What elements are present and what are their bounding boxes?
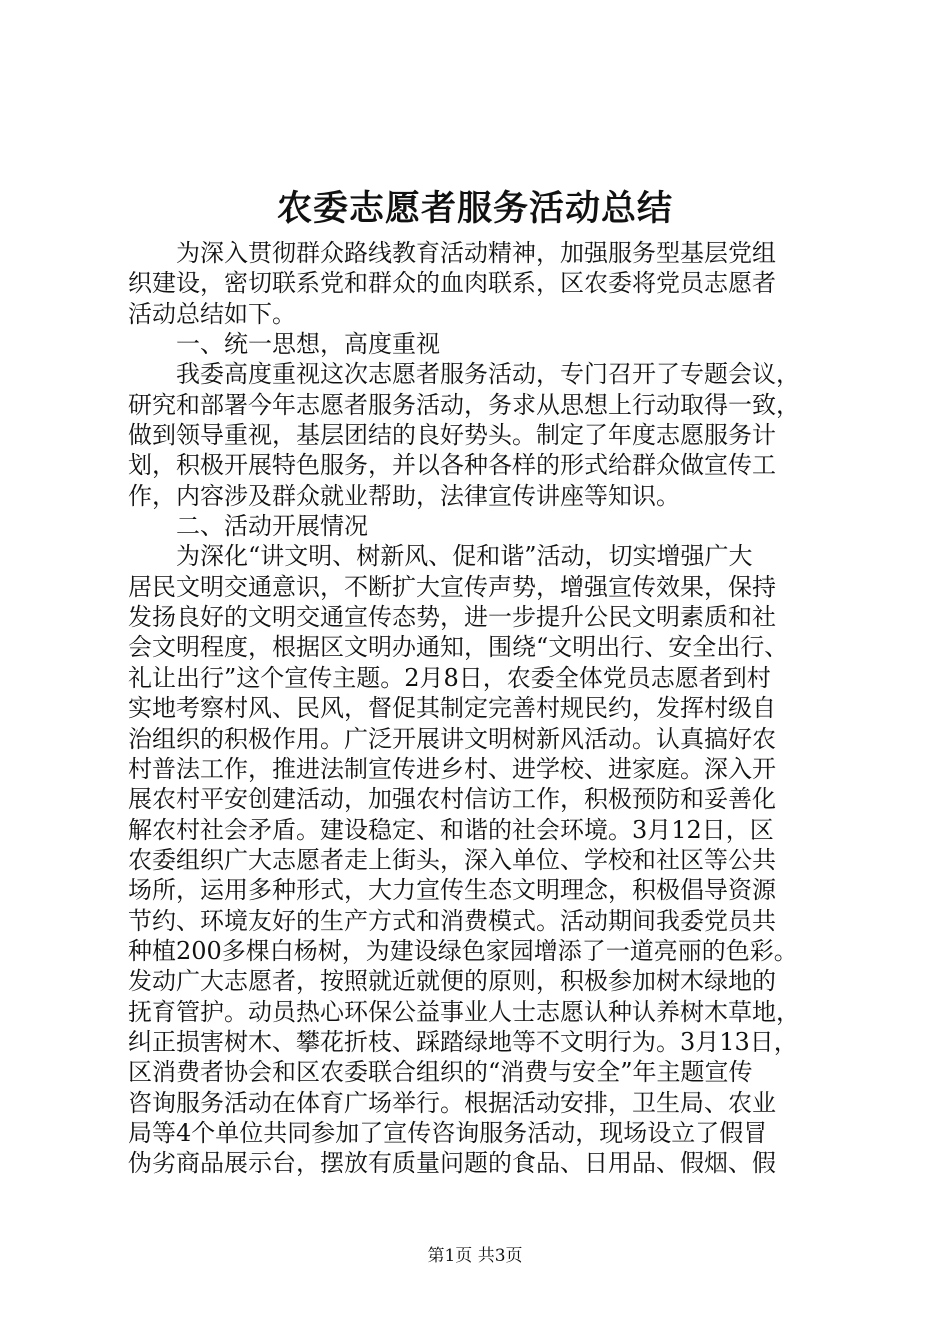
text-line: 区消费者协会和区农委联合组织的“消费与安全”年主题宣传 xyxy=(128,1058,753,1087)
text-line: 划，积极开展特色服务，并以各种各样的形式给群众做宣传工 xyxy=(128,451,776,480)
text-line: 场所，运用多种形式，大力宣传生态文明理念，积极倡导资源 xyxy=(128,876,776,905)
text-line: 为深化“讲文明、树新风、促和谐”活动，切实增强广大 xyxy=(128,542,753,571)
document-body xyxy=(128,238,832,1179)
text-line: 节约、环境友好的生产方式和消费模式。活动期间我委党员共 xyxy=(128,906,776,935)
text-line: 伪劣商品展示台，摆放有质量问题的食品、日用品、假烟、假 xyxy=(128,1149,776,1178)
text-line: 展农村平安创建活动，加强农村信访工作，积极预防和妥善化 xyxy=(128,785,776,814)
text-line: 活动总结如下。 xyxy=(128,299,296,328)
text-line: 局等4个单位共同参加了宣传咨询服务活动，现场设立了假冒 xyxy=(128,1118,768,1147)
text-line: 研究和部署今年志愿者服务活动，务求从思想上行动取得一致， xyxy=(128,390,800,419)
text-line: 实地考察村风、民风，督促其制定完善村规民约，发挥村级自 xyxy=(128,694,776,723)
page-footer: 第1页 共3页 xyxy=(427,1246,523,1266)
text-line: 作，内容涉及群众就业帮助，法律宣传讲座等知识。 xyxy=(128,481,680,510)
text-line: 会文明程度，根据区文明办通知，围绕“文明出行、安全出行、 xyxy=(128,633,789,662)
text-line: 咨询服务活动在体育广场举行。根据活动安排，卫生局、农业 xyxy=(128,1088,776,1117)
text-line: 发扬良好的文明交通宣传态势，进一步提升公民文明素质和社 xyxy=(128,603,776,632)
text-line: 解农村社会矛盾。建设稳定、和谐的社会环境。3月12日，区 xyxy=(128,815,774,844)
text-line: 种植200多棵白杨树，为建设绿色家园增添了一道亮丽的色彩。 xyxy=(128,936,798,965)
text-line: 为深入贯彻群众路线教育活动精神，加强服务型基层党组 xyxy=(128,239,776,267)
text-line: 做到领导重视，基层团结的良好势头。制定了年度志愿服务计 xyxy=(128,421,776,450)
text-line: 治组织的积极作用。广泛开展讲文明树新风活动。认真搞好农 xyxy=(128,724,776,753)
text-line: 礼让出行”这个宣传主题。2月8日，农委全体党员志愿者到村 xyxy=(128,663,771,692)
text-line: 纠正损害树木、攀花折枝、踩踏绿地等不文明行为。3月13日， xyxy=(128,1027,798,1056)
document-title: 农委志愿者服务活动总结 xyxy=(276,188,673,229)
text-line: 发动广大志愿者，按照就近就便的原则，积极参加树木绿地的 xyxy=(128,967,776,996)
text-line: 农委组织广大志愿者走上街头，深入单位、学校和社区等公共 xyxy=(128,845,776,874)
text-line: 居民文明交通意识，不断扩大宣传声势，增强宣传效果，保持 xyxy=(128,572,776,601)
text-line: 我委高度重视这次志愿者服务活动，专门召开了专题会议， xyxy=(128,360,800,389)
text-line: 一、统一思想，高度重视 xyxy=(128,330,440,359)
text-line: 二、活动开展情况 xyxy=(128,512,368,541)
text-line: 织建设，密切联系党和群众的血肉联系，区农委将党员志愿者 xyxy=(128,269,776,298)
text-line: 村普法工作，推进法制宣传进乡村、进学校、进家庭。深入开 xyxy=(128,754,776,783)
text-line: 抚育管护。动员热心环保公益事业人士志愿认种认养树木草地， xyxy=(128,997,800,1026)
